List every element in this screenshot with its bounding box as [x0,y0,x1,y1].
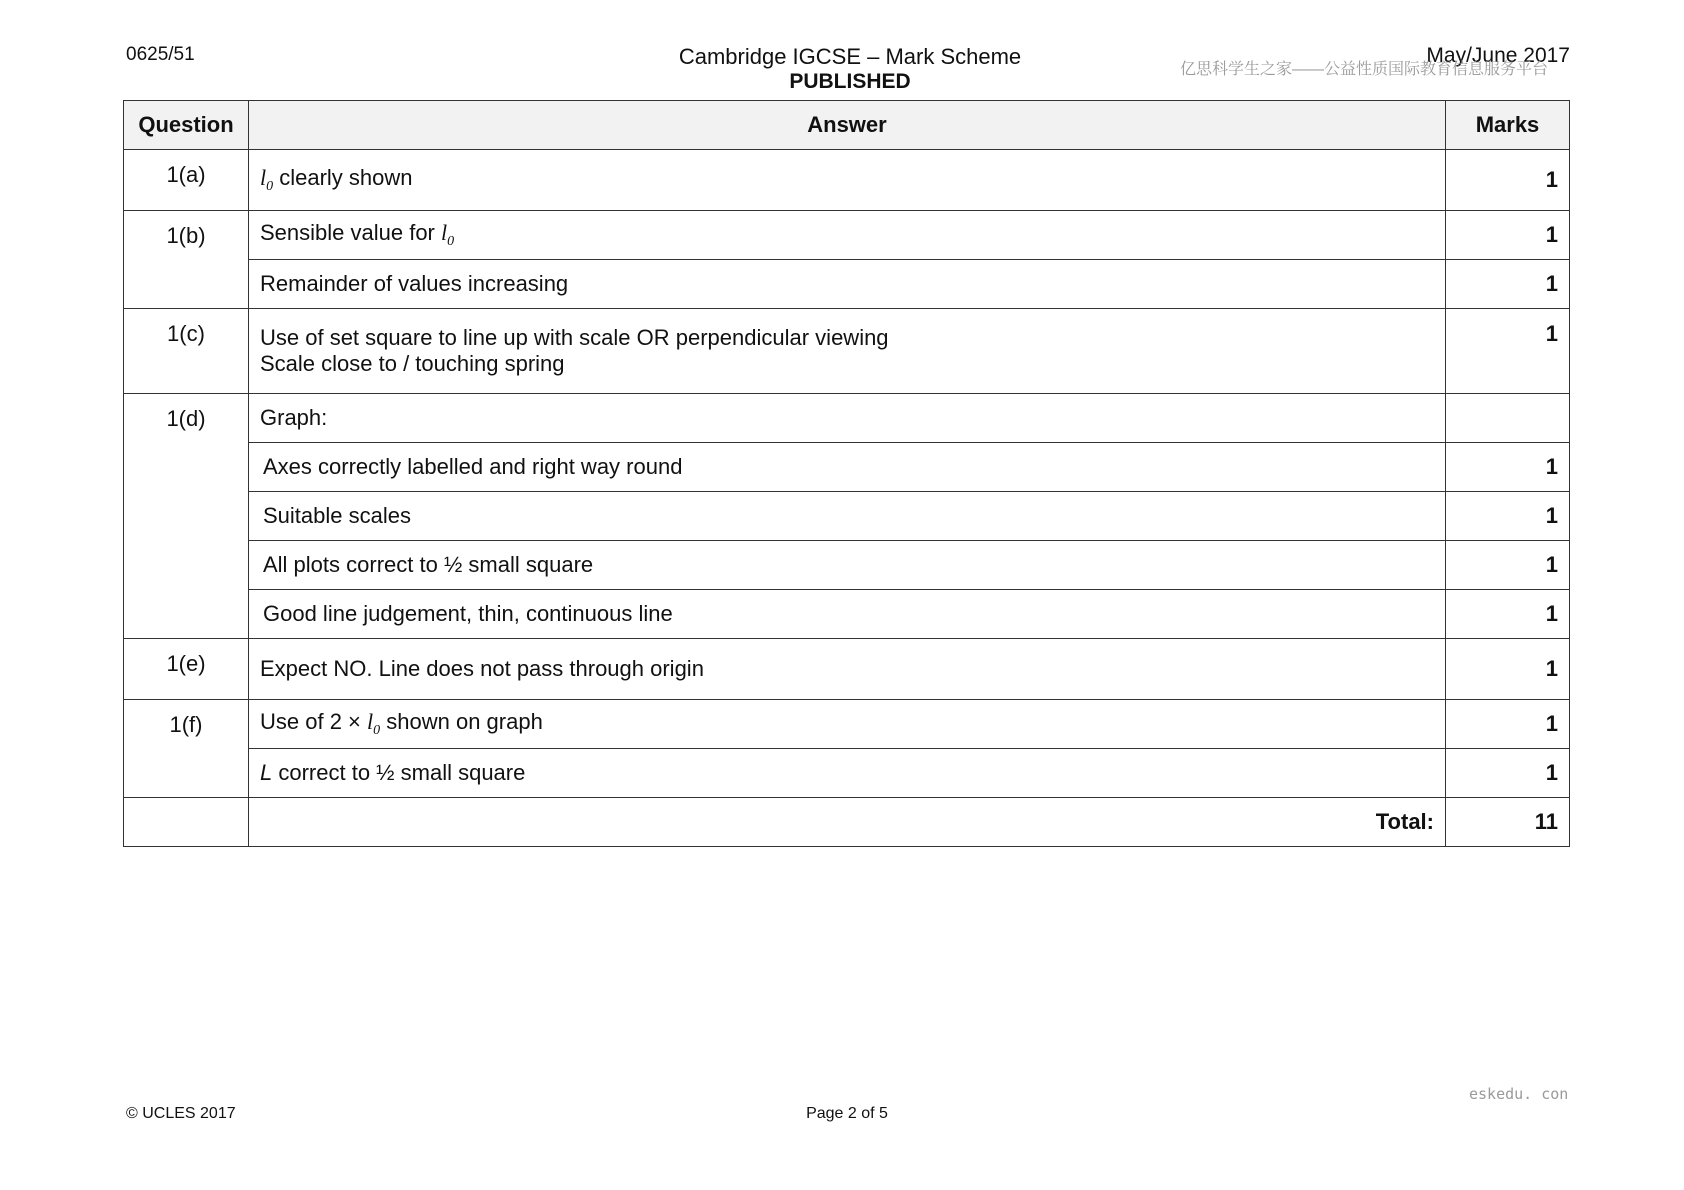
total-label: Total: [249,798,1446,847]
document-date: May/June 2017 [1426,44,1570,67]
marks-value [1446,394,1570,443]
document-code: 0625/51 [126,44,195,65]
answer-body: clearly shown [273,165,413,190]
marks-value: 1 [1446,749,1570,798]
answer-text [249,150,1446,211]
question-number: 1(a) [124,150,249,211]
answer-line-1: Use of set square to line up with scale OR perpendicular viewing [260,325,889,350]
answer-body: correct to ½ small square [272,760,526,785]
table-row [124,749,1570,798]
variable-symbol: l [441,220,448,245]
marks-value: 1 [1446,260,1570,309]
marks-value: 1 [1446,443,1570,492]
table-row [124,541,1570,590]
table-header-row [124,101,1570,150]
question-number: 1(c) [124,309,249,394]
marks-value: 1 [1446,492,1570,541]
site-watermark: eskedu. con [1469,1085,1569,1103]
marks-value: 1 [1446,211,1570,260]
answer-text: Expect NO. Line does not pass through origin [249,639,1446,700]
answer-text [249,700,1446,749]
table-row [124,700,1570,749]
question-number: 1(b) [124,211,249,309]
marks-value: 1 [1446,639,1570,700]
watermark-text: 亿思科学生之家——公益性质国际教育信息服务平台 [1180,61,1549,78]
answer-text: Axes correctly labelled and right way round [249,443,1446,492]
document-title: Cambridge IGCSE – Mark Scheme [678,44,1022,69]
table-row [124,211,1570,260]
table-row [124,590,1570,639]
header-marks: Marks [1446,101,1570,150]
table-row [124,639,1570,700]
marks-value: 1 [1446,590,1570,639]
copyright-text: © UCLES 2017 [126,1105,236,1122]
table-row [124,150,1570,211]
answer-text: Good line judgement, thin, continuous line [249,590,1446,639]
question-number: 1(d) [124,394,249,639]
answer-body: shown on graph [380,709,543,734]
answer-text [249,749,1446,798]
total-value: 11 [1446,798,1570,847]
variable-symbol: l [367,709,374,734]
marks-value: 1 [1446,309,1570,394]
answer-line-2: Scale close to / touching spring [260,351,565,376]
mark-scheme-table [123,100,1570,847]
marks-value: 1 [1446,541,1570,590]
answer-text [249,211,1446,260]
document-status: PUBLISHED [789,70,911,93]
answer-text: Graph: [249,394,1446,443]
total-row [124,798,1570,847]
marks-value: 1 [1446,150,1570,211]
variable-subscript: 0 [447,234,455,249]
table-row [124,492,1570,541]
answer-text: Remainder of values increasing [249,260,1446,309]
table-row [124,443,1570,492]
answer-text: Suitable scales [249,492,1446,541]
variable-subscript: 0 [373,723,381,738]
answer-body: Sensible value for [260,220,441,245]
table-row [124,260,1570,309]
header-question: Question [124,101,249,150]
variable-subscript: 0 [266,179,274,194]
answer-text: All plots correct to ½ small square [249,541,1446,590]
header-answer: Answer [249,101,1446,150]
variable-symbol: L [260,760,273,785]
total-empty-cell [124,798,249,847]
question-number: 1(e) [124,639,249,700]
page-number: Page 2 of 5 [806,1105,888,1122]
table-row [124,309,1570,394]
answer-text [249,309,1446,394]
marks-value: 1 [1446,700,1570,749]
variable-symbol: l [260,165,267,190]
answer-body: Use of 2 × [260,709,368,734]
question-number: 1(f) [124,700,249,798]
table-row [124,394,1570,443]
